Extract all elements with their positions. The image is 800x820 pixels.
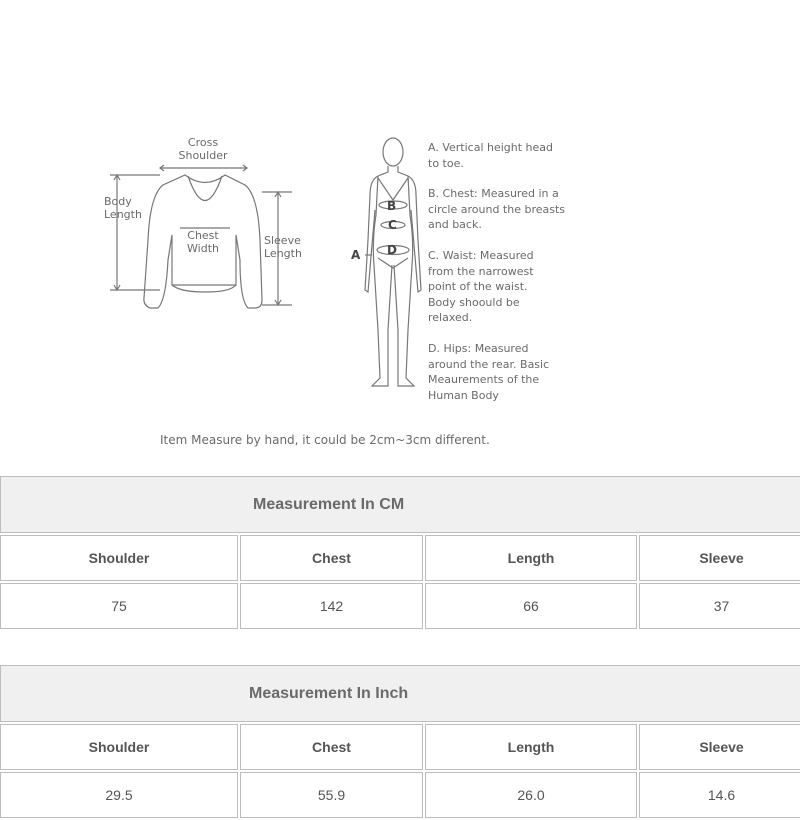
definition-b (428, 186, 568, 233)
header-chest: Chest (240, 535, 423, 581)
definition-text: Chest: Measured in a circle around the breasts and back. (428, 187, 566, 231)
definition-d (428, 341, 563, 403)
definition-c (428, 248, 558, 326)
definition-key: A. (428, 141, 439, 154)
definition-key: D. (428, 342, 440, 355)
table-title: Measurement In CM (0, 476, 800, 533)
definition-key: B. (428, 187, 440, 200)
table-row (0, 583, 800, 629)
value-shoulder: 29.5 (0, 772, 238, 818)
value-sleeve: 14.6 (639, 772, 800, 818)
value-length: 66 (425, 583, 637, 629)
value-chest: 55.9 (240, 772, 423, 818)
header-chest: Chest (240, 724, 423, 770)
chest-width-label: Chest Width (187, 229, 219, 255)
value-chest: 142 (240, 583, 423, 629)
definition-a (428, 140, 563, 171)
header-length: Length (425, 724, 637, 770)
marker-c: C (388, 218, 397, 232)
measurement-table-cm (0, 474, 800, 631)
header-length: Length (425, 535, 637, 581)
measurement-table-inch (0, 663, 800, 820)
measure-note: Item Measure by hand, it could be 2cm~3cm different. (160, 433, 490, 447)
body-length-label: Body Length (104, 195, 142, 221)
table-row (0, 772, 800, 818)
header-shoulder: Shoulder (0, 724, 238, 770)
header-shoulder: Shoulder (0, 535, 238, 581)
marker-a: A (351, 248, 361, 262)
definition-key: C. (428, 249, 440, 262)
marker-b: B (387, 199, 397, 213)
sleeve-length-label: Sleeve Length (264, 234, 302, 260)
header-sleeve: Sleeve (639, 724, 800, 770)
definition-text: Hips: Measured around the rear. Basic Meaurements of the Human Body (428, 342, 550, 402)
value-length: 26.0 (425, 772, 637, 818)
cross-shoulder-label: Cross Shoulder (178, 136, 228, 162)
table-header-row (0, 724, 800, 770)
table-title: Measurement In Inch (0, 665, 800, 722)
table-header-row (0, 535, 800, 581)
value-sleeve: 37 (639, 583, 800, 629)
header-sleeve: Sleeve (639, 535, 800, 581)
value-shoulder: 75 (0, 583, 238, 629)
definition-text: Vertical height head to toe. (428, 141, 554, 170)
definition-text: Waist: Measured from the narrowest point of the waist. Body shoould be relaxed. (428, 249, 534, 324)
marker-d: D (387, 243, 397, 257)
